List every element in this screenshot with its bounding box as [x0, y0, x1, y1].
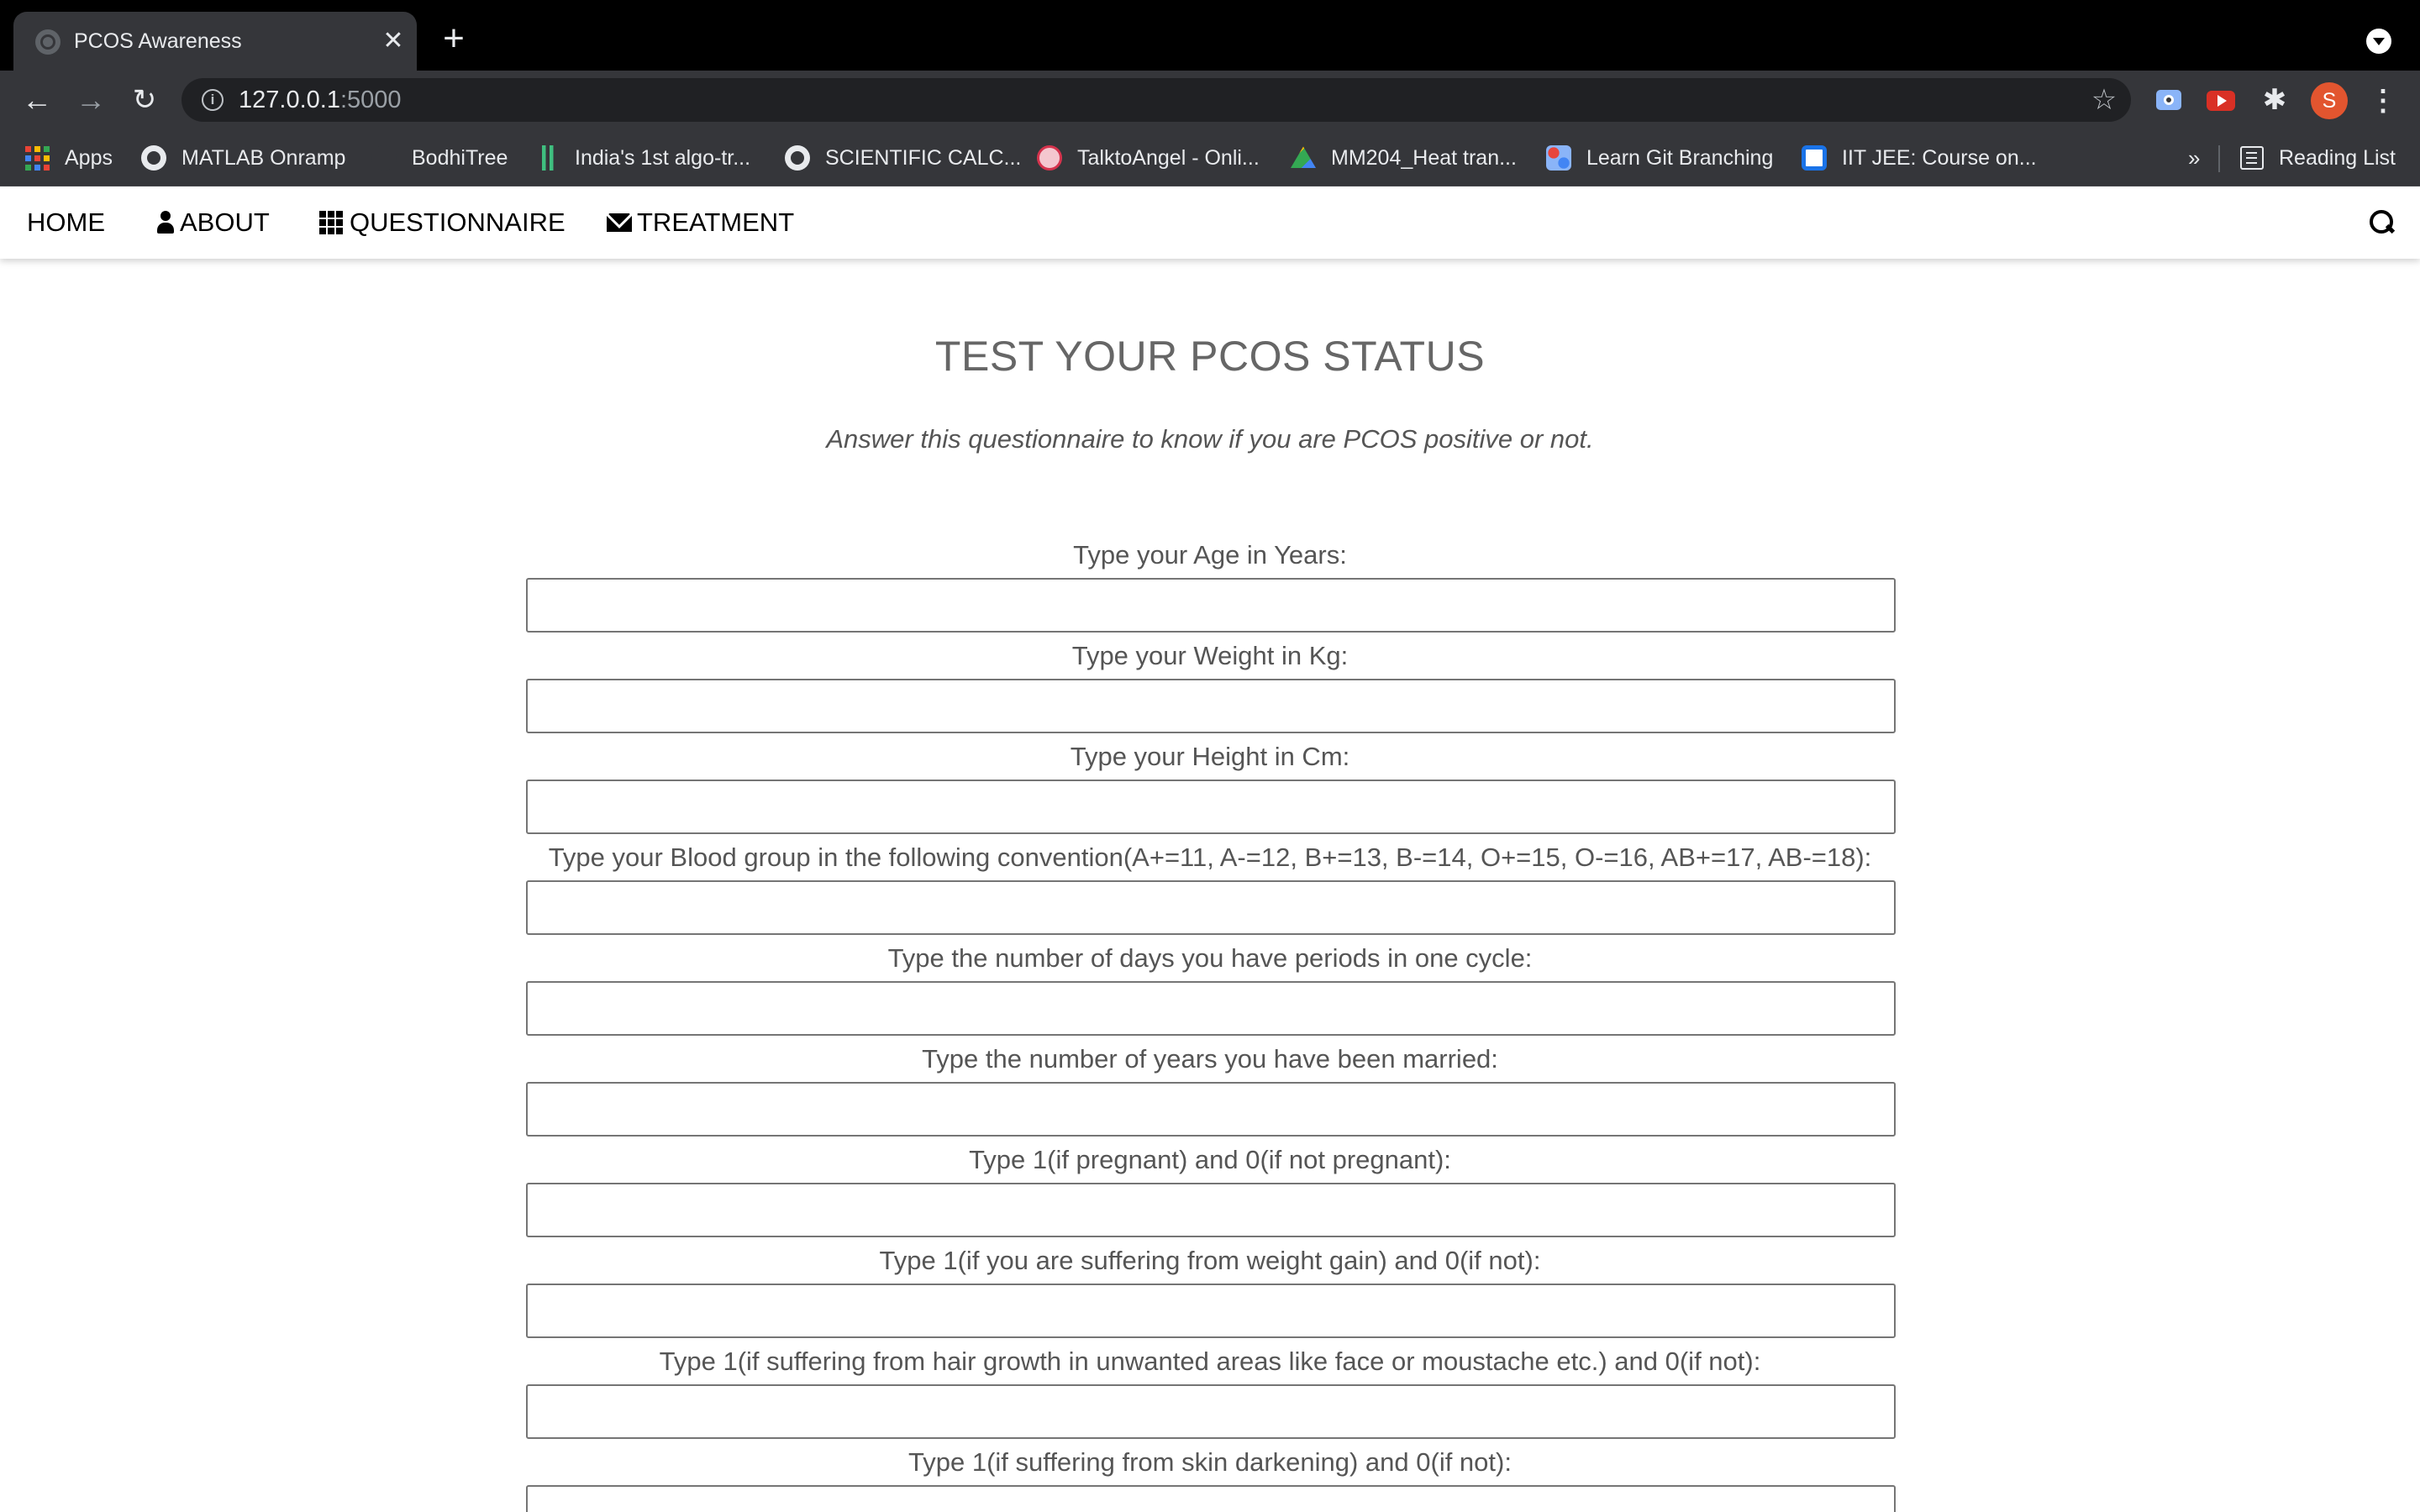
- pregnant-input[interactable]: [526, 1183, 1896, 1237]
- period-days-input[interactable]: [526, 981, 1896, 1036]
- bookmark-iit-jee[interactable]: [1802, 142, 2037, 174]
- page-title: TEST YOUR PCOS STATUS: [934, 333, 1486, 380]
- info-icon[interactable]: i: [202, 89, 224, 111]
- age-input[interactable]: [526, 578, 1896, 633]
- bookmark-algo-trading[interactable]: [534, 142, 750, 174]
- url-text[interactable]: [239, 85, 402, 115]
- skin-darkening-label: Type 1(if suffering from skin darkening) and 0(if not):: [908, 1447, 1512, 1477]
- extensions-puzzle-icon[interactable]: ✱: [2262, 84, 2287, 116]
- forward-button[interactable]: →: [76, 82, 106, 117]
- nav-about-link[interactable]: [156, 205, 270, 240]
- nav-treatment-link[interactable]: [607, 205, 794, 240]
- bookmarks-bar: [0, 130, 2420, 186]
- nav-home-label: HOME: [27, 207, 105, 237]
- nav-treatment-label: TREATMENT: [637, 207, 795, 237]
- bookmarks-divider: [2218, 145, 2220, 172]
- tab-title: PCOS Awareness: [74, 29, 242, 53]
- bookmark-scientific-calc[interactable]: [785, 142, 1021, 174]
- tab-close-button[interactable]: ✕: [382, 27, 404, 55]
- nav-questionnaire-label: QUESTIONNAIRE: [350, 207, 566, 237]
- age-label: Type your Age in Years:: [1073, 540, 1347, 570]
- height-input[interactable]: [526, 780, 1896, 834]
- height-label: Type your Height in Cm:: [1070, 742, 1350, 771]
- hair-growth-label: Type 1(if suffering from hair growth in unwanted areas like face or moustache etc.) and 0(if not):: [659, 1347, 1761, 1376]
- google-drive-icon: [1291, 145, 1316, 171]
- profile-avatar[interactable]: S: [2311, 82, 2348, 119]
- nav-home-link[interactable]: [27, 205, 105, 240]
- bookmark-label: India's 1st algo-tr...: [575, 145, 751, 170]
- nav-questionnaire-link[interactable]: [319, 205, 566, 240]
- nav-about-label: ABOUT: [180, 207, 270, 237]
- envelope-icon: [607, 213, 632, 232]
- blood-group-label: Type your Blood group in the following convention(A+=11, A-=12, B+=13, B-=14, O+=15, O-=16, AB+=17, AB-=18):: [548, 843, 1872, 872]
- url-host: 127.0.0.1: [239, 87, 340, 113]
- new-tab-button[interactable]: +: [443, 18, 465, 59]
- globe-icon: [785, 145, 810, 171]
- bookmark-learn-git-branching[interactable]: [1546, 142, 1773, 174]
- years-married-input[interactable]: [526, 1082, 1896, 1137]
- reading-list-icon: [2240, 146, 2264, 170]
- weight-input[interactable]: [526, 679, 1896, 733]
- bookmark-label: SCIENTIFIC CALC...: [825, 145, 1022, 170]
- user-icon: [156, 211, 175, 234]
- git-branching-icon: [1546, 145, 1571, 171]
- browser-tab-strip: [0, 0, 2420, 71]
- page-subtitle: Answer this questionnaire to know if you are PCOS positive or not.: [826, 424, 1594, 454]
- browser-menu-icon[interactable]: ⋮: [2369, 85, 2397, 117]
- bookmark-mm204[interactable]: [1291, 142, 1517, 174]
- pregnant-label: Type 1(if pregnant) and 0(if not pregnant):: [969, 1145, 1451, 1174]
- reload-button[interactable]: ↻: [132, 84, 157, 116]
- blood-group-input[interactable]: [526, 880, 1896, 935]
- screencast-extension-icon[interactable]: [2153, 84, 2185, 116]
- bookmark-label: MATLAB Onramp: [182, 145, 346, 170]
- search-icon[interactable]: [2368, 208, 2396, 237]
- bookmark-label: TalktoAngel - Onli...: [1077, 145, 1260, 170]
- bookmark-star-icon[interactable]: ☆: [2091, 84, 2118, 116]
- reading-list-button[interactable]: [2240, 142, 2396, 174]
- grid-icon: [319, 211, 345, 234]
- course-icon: [1802, 145, 1827, 171]
- bookmark-label: BodhiTree: [412, 145, 508, 170]
- browser-tab[interactable]: [13, 12, 417, 71]
- reading-list-label: Reading List: [2279, 145, 2396, 170]
- bookmark-bodhitree[interactable]: [371, 142, 508, 174]
- hair-growth-input[interactable]: [526, 1384, 1896, 1439]
- site-navbar: [0, 186, 2420, 259]
- bookmark-talktoangel[interactable]: [1037, 142, 1260, 174]
- apps-grid-icon: [25, 146, 50, 171]
- bookmark-label: Apps: [65, 145, 113, 170]
- algo-trading-icon: [534, 145, 560, 171]
- url-port: :5000: [339, 87, 402, 113]
- back-button[interactable]: ←: [22, 82, 52, 117]
- skin-darkening-input[interactable]: [526, 1485, 1896, 1512]
- weight-gain-input[interactable]: [526, 1284, 1896, 1338]
- bodhitree-icon: [371, 145, 397, 171]
- address-bar[interactable]: [182, 78, 2131, 122]
- talktoangel-icon: [1037, 145, 1062, 171]
- bookmark-label: Learn Git Branching: [1586, 145, 1774, 170]
- tab-search-icon[interactable]: [2366, 29, 2391, 54]
- weight-label: Type your Weight in Kg:: [1071, 641, 1349, 670]
- bookmarks-overflow-button[interactable]: »: [2188, 144, 2201, 171]
- bookmark-apps[interactable]: [25, 142, 113, 174]
- bookmark-matlab-onramp[interactable]: [141, 142, 345, 174]
- bookmark-label: IIT JEE: Course on...: [1842, 145, 2037, 170]
- globe-icon: [35, 29, 60, 55]
- globe-icon: [141, 145, 166, 171]
- youtube-extension-icon[interactable]: [2205, 84, 2237, 116]
- bookmark-label: MM204_Heat tran...: [1331, 145, 1517, 170]
- years-married-label: Type the number of years you have been married:: [922, 1044, 1498, 1074]
- period-days-label: Type the number of days you have periods in one cycle:: [887, 943, 1533, 973]
- browser-toolbar: [0, 71, 2420, 130]
- weight-gain-label: Type 1(if you are suffering from weight gain) and 0(if not):: [879, 1246, 1541, 1275]
